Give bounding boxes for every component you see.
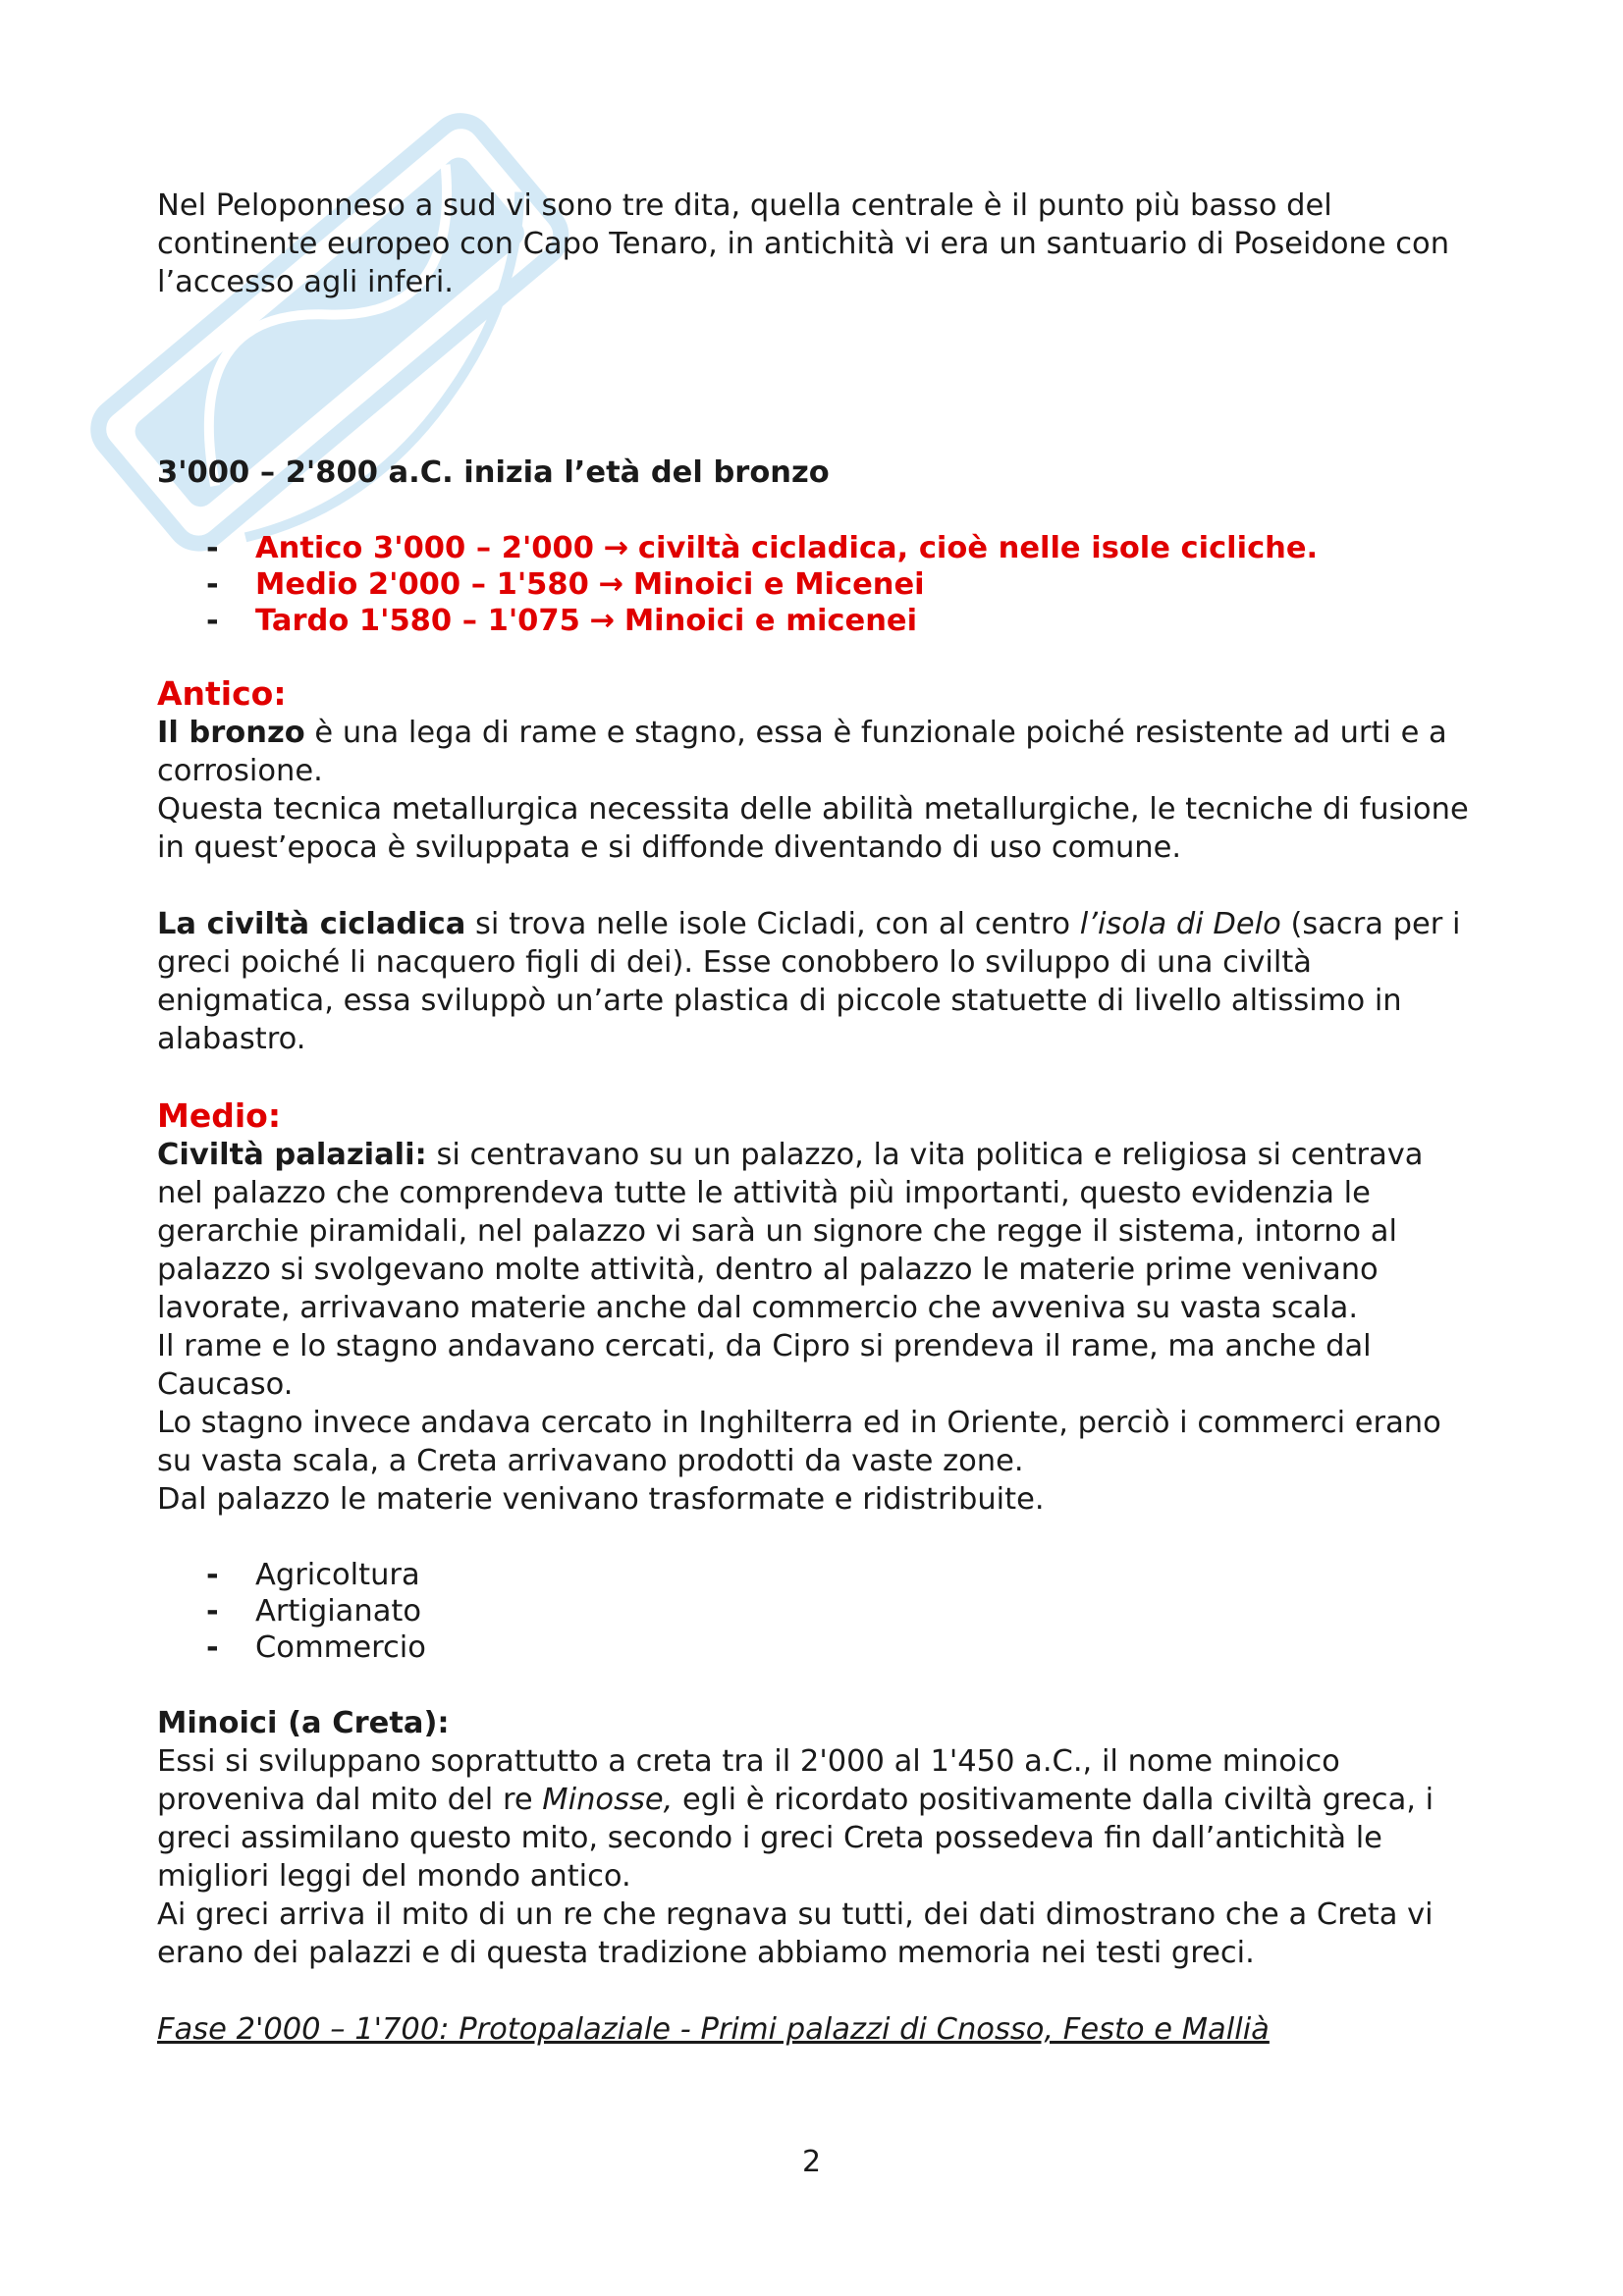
medio-heading: Medio: [157, 1096, 282, 1135]
era-item-antico [157, 530, 1473, 566]
cicladica-text: si trova nelle isole Cicladi, con al centro [465, 907, 1080, 941]
palazzo-paragraph: Dal palazzo le materie venivano trasformate e ridistribuite. [157, 1482, 1045, 1517]
minoici-paragraph [157, 1742, 1473, 1896]
delo-italic: l’isola di Delo [1079, 907, 1281, 941]
bronze-age-heading: 3'000 – 2'800 a.C. inizia l’età del bronzo [157, 455, 830, 490]
bronzo-text: è una lega di rame e stagno, essa è funzionale poiché resistente ad urti e a corrosione. [157, 716, 1447, 788]
era-item-tardo [157, 603, 1473, 639]
dash-bullet: - [206, 1630, 219, 1665]
activity-label: Artigianato [255, 1594, 422, 1629]
intro-paragraph: Nel Peloponneso a sud vi sono tre dita, quella centrale è il punto più basso del continente europeo con Capo Tenaro, in antichità vi era un santuario di Poseidone con l’accesso agli inferi. [157, 188, 1450, 299]
era-list [157, 530, 1473, 639]
era-item-medio [157, 566, 1473, 603]
activity-list [157, 1557, 1473, 1666]
cicladica-term: La civiltà cicladica [157, 907, 466, 941]
stagno-paragraph: Lo stagno invece andava cercato in Inghilterra ed in Oriente, perciò i commerci erano su vasta scala, a Creta arrivavano prodotti da vaste zone. [157, 1406, 1441, 1478]
era-label: Antico 3'000 – 2'000 [255, 531, 594, 565]
palaziali-term: Civiltà palaziali: [157, 1138, 427, 1172]
era-text: civiltà cicladica, cioè nelle isole cicliche. [637, 531, 1319, 565]
era-text: Minoici e Micenei [632, 567, 925, 602]
minosse-italic: Minosse, [542, 1783, 674, 1817]
bronzo-paragraph [157, 714, 1473, 790]
dash-bullet: - [206, 531, 219, 565]
page-number: 2 [801, 2145, 822, 2179]
mito-paragraph: Ai greci arriva il mito di un re che regnava su tutti, dei dati dimostrano che a Creta vi erano dei palazzi e di questa tradizione abbiamo memoria nei testi greci. [157, 1897, 1434, 1970]
era-label: Medio 2'000 – 1'580 [255, 567, 589, 602]
cicladica-paragraph [157, 905, 1473, 1058]
document-page [157, 187, 1473, 2049]
palaziali-text: si centravano su un palazzo, la vita politica e religiosa si centrava nel palazzo che comprendeva tutte le attività più importanti, questo evidenzia le gerarchie piramidali, nel palazzo vi sarà un signore che regge il sistema, intorno al palazzo si svolgevano molte attività, dentro al palazzo le materie prime venivano lavorate, arrivavano materie anche dal commercio che avveniva su vasta scala. [157, 1138, 1424, 1325]
arrow-icon: → [598, 567, 624, 602]
dash-bullet: - [206, 567, 219, 602]
arrow-icon: → [589, 604, 616, 638]
minoici-heading: Minoici (a Creta): [157, 1706, 450, 1740]
dash-bullet: - [206, 1594, 219, 1629]
list-item [157, 1629, 1473, 1666]
activity-label: Commercio [255, 1630, 426, 1665]
cicladica-text-rest: (sacra per i greci poiché li nacquero figli di dei). Esse conobbero lo sviluppo di una civiltà enigmatica, essa sviluppò un’arte plastica di piccole statuette di livello altissimo in alabastro. [157, 907, 1461, 1056]
rame-paragraph: Il rame e lo stagno andavano cercati, da Cipro si prendeva il rame, ma anche dal Caucaso. [157, 1329, 1372, 1402]
tecnica-paragraph: Questa tecnica metallurgica necessita delle abilità metallurgiche, le tecniche di fusione in quest’epoca è sviluppata e si diffonde diventando di uso comune. [157, 792, 1469, 865]
protopalaziale-phase: Fase 2'000 – 1'700: Protopalaziale - Primi palazzi di Cnosso, Festo e Mallià [157, 2012, 1270, 2047]
era-text: Minoici e micenei [623, 604, 918, 638]
era-label: Tardo 1'580 – 1'075 [255, 604, 580, 638]
arrow-icon: → [603, 531, 629, 565]
list-item [157, 1557, 1473, 1593]
dash-bullet: - [206, 604, 219, 638]
dash-bullet: - [206, 1558, 219, 1592]
bronzo-term: Il bronzo [157, 716, 305, 750]
minoici-text-rest: egli è ricordato positivamente dalla civiltà greca, i greci assimilano questo mito, secondo i greci Creta possedeva fin dall’antichità le migliori leggi del mondo antico. [157, 1783, 1434, 1894]
palaziali-paragraph [157, 1136, 1473, 1327]
list-item [157, 1593, 1473, 1629]
activity-label: Agricoltura [255, 1558, 420, 1592]
minoici-text: Essi si sviluppano soprattutto a creta tra il 2'000 al 1'450 a.C., il nome minoico proveniva dal mito del re [157, 1744, 1340, 1817]
antico-heading: Antico: [157, 674, 287, 713]
